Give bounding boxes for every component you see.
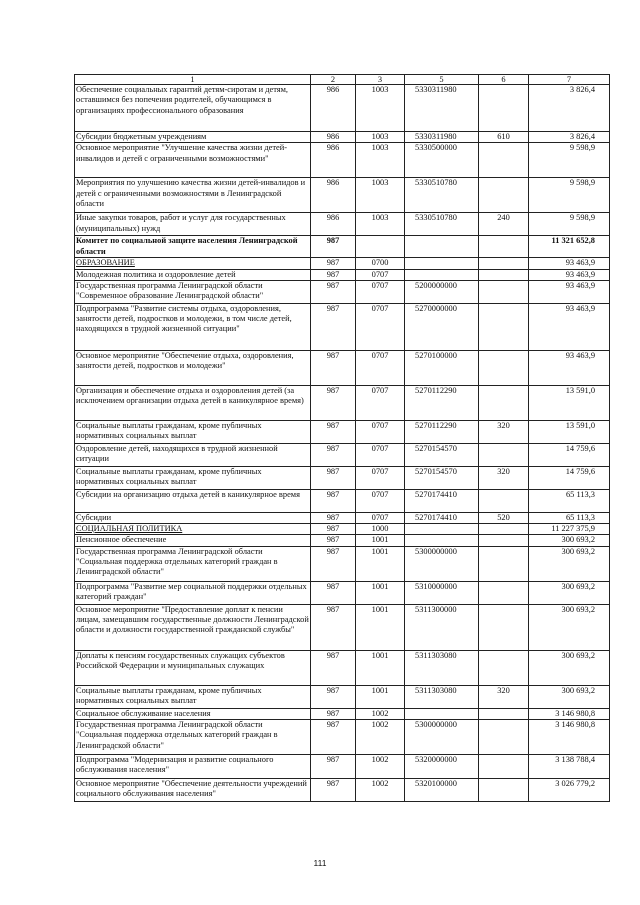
row-name-cell: Основное мероприятие "Обеспечение отдыха, оздоровления, занятости детей, подростков и молодежи" bbox=[75, 350, 311, 385]
row-name-cell: Государственная программа Ленинградской области "Современное образование Ленинградской области" bbox=[75, 280, 311, 303]
row-sum-cell: 14 759,6 bbox=[529, 443, 610, 466]
header-cell: 2 bbox=[311, 75, 356, 85]
row-grbs-cell: 987 bbox=[311, 779, 356, 802]
row-sum-cell: 300 693,2 bbox=[529, 546, 610, 581]
row-grbs-cell: 987 bbox=[311, 385, 356, 420]
header-cell: 3 bbox=[356, 75, 405, 85]
row-section-cell: 1001 bbox=[356, 604, 405, 650]
row-type-cell bbox=[479, 303, 529, 350]
table-row bbox=[75, 385, 610, 420]
table-row bbox=[75, 85, 610, 132]
row-type-cell bbox=[479, 489, 529, 512]
row-target-cell bbox=[405, 269, 479, 280]
row-sum-cell: 65 113,3 bbox=[529, 489, 610, 512]
row-target-cell bbox=[405, 258, 479, 269]
row-name-cell: СОЦИАЛЬНАЯ ПОЛИТИКА bbox=[75, 524, 311, 535]
row-type-cell bbox=[479, 755, 529, 779]
row-target-cell bbox=[405, 535, 479, 546]
row-type-cell bbox=[479, 350, 529, 385]
row-sum-cell: 11 321 652,8 bbox=[529, 236, 610, 258]
row-target-cell: 5311303080 bbox=[405, 650, 479, 685]
row-target-cell bbox=[405, 524, 479, 535]
row-grbs-cell: 987 bbox=[311, 443, 356, 466]
row-name-cell: Субсидии на организацию отдыха детей в каникулярное время bbox=[75, 489, 311, 512]
row-section-cell: 0707 bbox=[356, 420, 405, 443]
row-type-cell: 320 bbox=[479, 685, 529, 708]
row-target-cell: 5310000000 bbox=[405, 581, 479, 604]
row-target-cell: 5320000000 bbox=[405, 755, 479, 779]
row-grbs-cell: 987 bbox=[311, 512, 356, 523]
table-row bbox=[75, 350, 610, 385]
row-grbs-cell: 987 bbox=[311, 303, 356, 350]
row-section-cell: 0707 bbox=[356, 512, 405, 523]
row-sum-cell: 3 138 788,4 bbox=[529, 755, 610, 779]
row-grbs-cell: 987 bbox=[311, 280, 356, 303]
row-section-cell: 1000 bbox=[356, 524, 405, 535]
row-name-cell: Социальные выплаты гражданам, кроме публичных нормативных социальных выплат bbox=[75, 685, 311, 708]
row-section-cell: 0707 bbox=[356, 466, 405, 489]
row-name-cell: Субсидии бюджетным учреждениям bbox=[75, 132, 311, 143]
row-sum-cell: 93 463,9 bbox=[529, 258, 610, 269]
row-sum-cell: 3 826,4 bbox=[529, 85, 610, 132]
row-type-cell: 320 bbox=[479, 420, 529, 443]
row-grbs-cell: 987 bbox=[311, 650, 356, 685]
row-sum-cell: 3 826,4 bbox=[529, 132, 610, 143]
row-sum-cell: 3 146 980,8 bbox=[529, 708, 610, 719]
table-row bbox=[75, 258, 610, 269]
row-name-cell: Иные закупки товаров, работ и услуг для государственных (муниципальных) нужд bbox=[75, 213, 311, 236]
row-section-cell: 0707 bbox=[356, 489, 405, 512]
row-name-cell: Молодежная политика и оздоровление детей bbox=[75, 269, 311, 280]
row-grbs-cell: 987 bbox=[311, 269, 356, 280]
row-target-cell: 5270174410 bbox=[405, 512, 479, 523]
row-target-cell bbox=[405, 708, 479, 719]
row-name-cell: Социальные выплаты гражданам, кроме публичных нормативных социальных выплат bbox=[75, 420, 311, 443]
row-grbs-cell: 987 bbox=[311, 466, 356, 489]
table-row bbox=[75, 132, 610, 143]
row-grbs-cell: 987 bbox=[311, 546, 356, 581]
row-sum-cell: 300 693,2 bbox=[529, 650, 610, 685]
row-grbs-cell: 986 bbox=[311, 178, 356, 213]
row-sum-cell: 300 693,2 bbox=[529, 685, 610, 708]
row-sum-cell: 9 598,9 bbox=[529, 143, 610, 178]
table-header-row bbox=[75, 75, 610, 85]
row-type-cell: 610 bbox=[479, 132, 529, 143]
row-type-cell: 320 bbox=[479, 466, 529, 489]
row-target-cell: 5270174410 bbox=[405, 489, 479, 512]
row-name-cell: Доплаты к пенсиям государственных служащих субъектов Российской Федерации и муниципальных служащих bbox=[75, 650, 311, 685]
row-name-cell: Оздоровление детей, находящихся в трудной жизненной ситуации bbox=[75, 443, 311, 466]
row-grbs-cell: 987 bbox=[311, 535, 356, 546]
row-type-cell bbox=[479, 779, 529, 802]
row-grbs-cell: 987 bbox=[311, 236, 356, 258]
row-target-cell: 5330500000 bbox=[405, 143, 479, 178]
row-grbs-cell: 987 bbox=[311, 489, 356, 512]
row-name-cell: Основное мероприятие "Предоставление доплат к пенсии лицам, замещавшим государственные должности Ленинградской области и должности государственной гражданской службы" bbox=[75, 604, 311, 650]
table-row bbox=[75, 755, 610, 779]
table-row bbox=[75, 720, 610, 755]
row-grbs-cell: 986 bbox=[311, 143, 356, 178]
row-sum-cell: 93 463,9 bbox=[529, 350, 610, 385]
row-grbs-cell: 987 bbox=[311, 350, 356, 385]
row-name-cell: Государственная программа Ленинградской области "Социальная поддержка отдельных категорий граждан в Ленинградской области" bbox=[75, 720, 311, 755]
header-cell: 1 bbox=[75, 75, 311, 85]
row-target-cell: 5330311980 bbox=[405, 132, 479, 143]
row-grbs-cell: 987 bbox=[311, 685, 356, 708]
table-row bbox=[75, 269, 610, 280]
row-target-cell: 5270112290 bbox=[405, 420, 479, 443]
row-sum-cell: 14 759,6 bbox=[529, 466, 610, 489]
row-section-cell: 1002 bbox=[356, 755, 405, 779]
table-row bbox=[75, 685, 610, 708]
row-section-cell: 1003 bbox=[356, 143, 405, 178]
row-type-cell bbox=[479, 524, 529, 535]
row-target-cell: 5311303080 bbox=[405, 685, 479, 708]
row-type-cell bbox=[479, 720, 529, 755]
row-section-cell: 1001 bbox=[356, 535, 405, 546]
row-grbs-cell: 986 bbox=[311, 85, 356, 132]
row-target-cell: 5330510780 bbox=[405, 178, 479, 213]
row-section-cell: 1002 bbox=[356, 779, 405, 802]
row-sum-cell: 300 693,2 bbox=[529, 604, 610, 650]
row-sum-cell: 3 146 980,8 bbox=[529, 720, 610, 755]
row-type-cell bbox=[479, 258, 529, 269]
table-row bbox=[75, 178, 610, 213]
row-name-cell: ОБРАЗОВАНИЕ bbox=[75, 258, 311, 269]
header-cell: 7 bbox=[529, 75, 610, 85]
row-section-cell: 0707 bbox=[356, 443, 405, 466]
row-name-cell: Субсидии bbox=[75, 512, 311, 523]
table-row bbox=[75, 650, 610, 685]
row-name-cell: Социальные выплаты гражданам, кроме публичных нормативных социальных выплат bbox=[75, 466, 311, 489]
row-type-cell bbox=[479, 85, 529, 132]
table-row bbox=[75, 143, 610, 178]
table-row bbox=[75, 524, 610, 535]
row-section-cell: 0707 bbox=[356, 269, 405, 280]
row-type-cell bbox=[479, 178, 529, 213]
row-grbs-cell: 986 bbox=[311, 213, 356, 236]
page-number: 111 bbox=[313, 858, 327, 868]
row-section-cell: 0707 bbox=[356, 385, 405, 420]
row-grbs-cell: 987 bbox=[311, 524, 356, 535]
row-section-cell: 1002 bbox=[356, 720, 405, 755]
row-type-cell bbox=[479, 143, 529, 178]
table-row bbox=[75, 779, 610, 802]
header-cell: 5 bbox=[405, 75, 479, 85]
row-name-cell: Подпрограмма "Развитие мер социальной поддержки отдельных категорий граждан" bbox=[75, 581, 311, 604]
row-grbs-cell: 987 bbox=[311, 604, 356, 650]
table-row bbox=[75, 466, 610, 489]
row-sum-cell: 93 463,9 bbox=[529, 303, 610, 350]
row-type-cell bbox=[479, 443, 529, 466]
table-row bbox=[75, 489, 610, 512]
row-section-cell: 1001 bbox=[356, 650, 405, 685]
row-sum-cell: 65 113,3 bbox=[529, 512, 610, 523]
row-section-cell bbox=[356, 236, 405, 258]
row-target-cell: 5300000000 bbox=[405, 720, 479, 755]
row-target-cell: 5270100000 bbox=[405, 350, 479, 385]
row-grbs-cell: 987 bbox=[311, 720, 356, 755]
row-section-cell: 1003 bbox=[356, 213, 405, 236]
table-row bbox=[75, 213, 610, 236]
row-section-cell: 1001 bbox=[356, 685, 405, 708]
table-row bbox=[75, 420, 610, 443]
row-name-cell: Организация и обеспечение отдыха и оздоровления детей (за исключением организации отдыха детей в каникулярное время) bbox=[75, 385, 311, 420]
row-section-cell: 0707 bbox=[356, 303, 405, 350]
table-row bbox=[75, 303, 610, 350]
row-target-cell: 5320100000 bbox=[405, 779, 479, 802]
row-target-cell: 5330311980 bbox=[405, 85, 479, 132]
row-type-cell bbox=[479, 385, 529, 420]
table-row bbox=[75, 535, 610, 546]
row-sum-cell: 9 598,9 bbox=[529, 178, 610, 213]
row-target-cell: 5270154570 bbox=[405, 466, 479, 489]
row-sum-cell: 13 591,0 bbox=[529, 385, 610, 420]
row-name-cell: Подпрограмма "Модернизация и развитие социального обслуживания населения" bbox=[75, 755, 311, 779]
row-type-cell bbox=[479, 604, 529, 650]
table-row bbox=[75, 512, 610, 523]
row-type-cell bbox=[479, 269, 529, 280]
row-target-cell: 5270154570 bbox=[405, 443, 479, 466]
row-type-cell bbox=[479, 535, 529, 546]
row-name-cell: Социальное обслуживание населения bbox=[75, 708, 311, 719]
row-grbs-cell: 987 bbox=[311, 708, 356, 719]
row-section-cell: 0700 bbox=[356, 258, 405, 269]
row-section-cell: 1002 bbox=[356, 708, 405, 719]
row-target-cell: 5311300000 bbox=[405, 604, 479, 650]
table-row bbox=[75, 581, 610, 604]
row-section-cell: 1003 bbox=[356, 178, 405, 213]
table-row bbox=[75, 708, 610, 719]
row-sum-cell: 11 227 375,9 bbox=[529, 524, 610, 535]
row-target-cell: 5270112290 bbox=[405, 385, 479, 420]
row-sum-cell: 3 026 779,2 bbox=[529, 779, 610, 802]
row-section-cell: 1001 bbox=[356, 581, 405, 604]
table-row bbox=[75, 236, 610, 258]
row-target-cell: 5200000000 bbox=[405, 280, 479, 303]
row-type-cell: 240 bbox=[479, 213, 529, 236]
row-grbs-cell: 987 bbox=[311, 420, 356, 443]
row-type-cell bbox=[479, 581, 529, 604]
table-row bbox=[75, 443, 610, 466]
row-grbs-cell: 987 bbox=[311, 258, 356, 269]
header-cell: 6 bbox=[479, 75, 529, 85]
row-sum-cell: 13 591,0 bbox=[529, 420, 610, 443]
row-type-cell bbox=[479, 236, 529, 258]
row-target-cell: 5330510780 bbox=[405, 213, 479, 236]
row-name-cell: Основное мероприятие "Улучшение качества жизни детей-инвалидов и детей с ограниченными возможностями" bbox=[75, 143, 311, 178]
table-row bbox=[75, 546, 610, 581]
row-type-cell: 520 bbox=[479, 512, 529, 523]
row-name-cell: Пенсионное обеспечение bbox=[75, 535, 311, 546]
row-type-cell bbox=[479, 546, 529, 581]
row-type-cell bbox=[479, 650, 529, 685]
row-section-cell: 1003 bbox=[356, 85, 405, 132]
row-section-cell: 1003 bbox=[356, 132, 405, 143]
row-sum-cell: 93 463,9 bbox=[529, 269, 610, 280]
table-row bbox=[75, 604, 610, 650]
row-section-cell: 0707 bbox=[356, 350, 405, 385]
row-target-cell: 5300000000 bbox=[405, 546, 479, 581]
row-name-cell: Комитет по социальной защите населения Ленинградской области bbox=[75, 236, 311, 258]
row-name-cell: Обеспечение социальных гарантий детям-сиротам и детям, оставшимся без попечения родителей, обучающимся в организациях профессионального образования bbox=[75, 85, 311, 132]
row-sum-cell: 300 693,2 bbox=[529, 581, 610, 604]
row-sum-cell: 93 463,9 bbox=[529, 280, 610, 303]
row-grbs-cell: 987 bbox=[311, 581, 356, 604]
row-name-cell: Подпрограмма "Развитие системы отдыха, оздоровления, занятости детей, подростков и молодежи, в том числе детей, находящихся в трудной жизненной ситуации" bbox=[75, 303, 311, 350]
row-sum-cell: 300 693,2 bbox=[529, 535, 610, 546]
row-grbs-cell: 986 bbox=[311, 132, 356, 143]
row-name-cell: Государственная программа Ленинградской области "Социальная поддержка отдельных категорий граждан в Ленинградской области" bbox=[75, 546, 311, 581]
row-grbs-cell: 987 bbox=[311, 755, 356, 779]
row-section-cell: 1001 bbox=[356, 546, 405, 581]
row-target-cell: 5270000000 bbox=[405, 303, 479, 350]
budget-table bbox=[74, 74, 610, 802]
table-row bbox=[75, 280, 610, 303]
row-section-cell: 0707 bbox=[356, 280, 405, 303]
row-sum-cell: 9 598,9 bbox=[529, 213, 610, 236]
row-target-cell bbox=[405, 236, 479, 258]
row-name-cell: Основное мероприятие "Обеспечение деятельности учреждений социального обслуживания населения" bbox=[75, 779, 311, 802]
row-name-cell: Мероприятия по улучшению качества жизни детей-инвалидов и детей с ограниченными возможностями в Ленинградской области bbox=[75, 178, 311, 213]
row-type-cell bbox=[479, 280, 529, 303]
row-type-cell bbox=[479, 708, 529, 719]
